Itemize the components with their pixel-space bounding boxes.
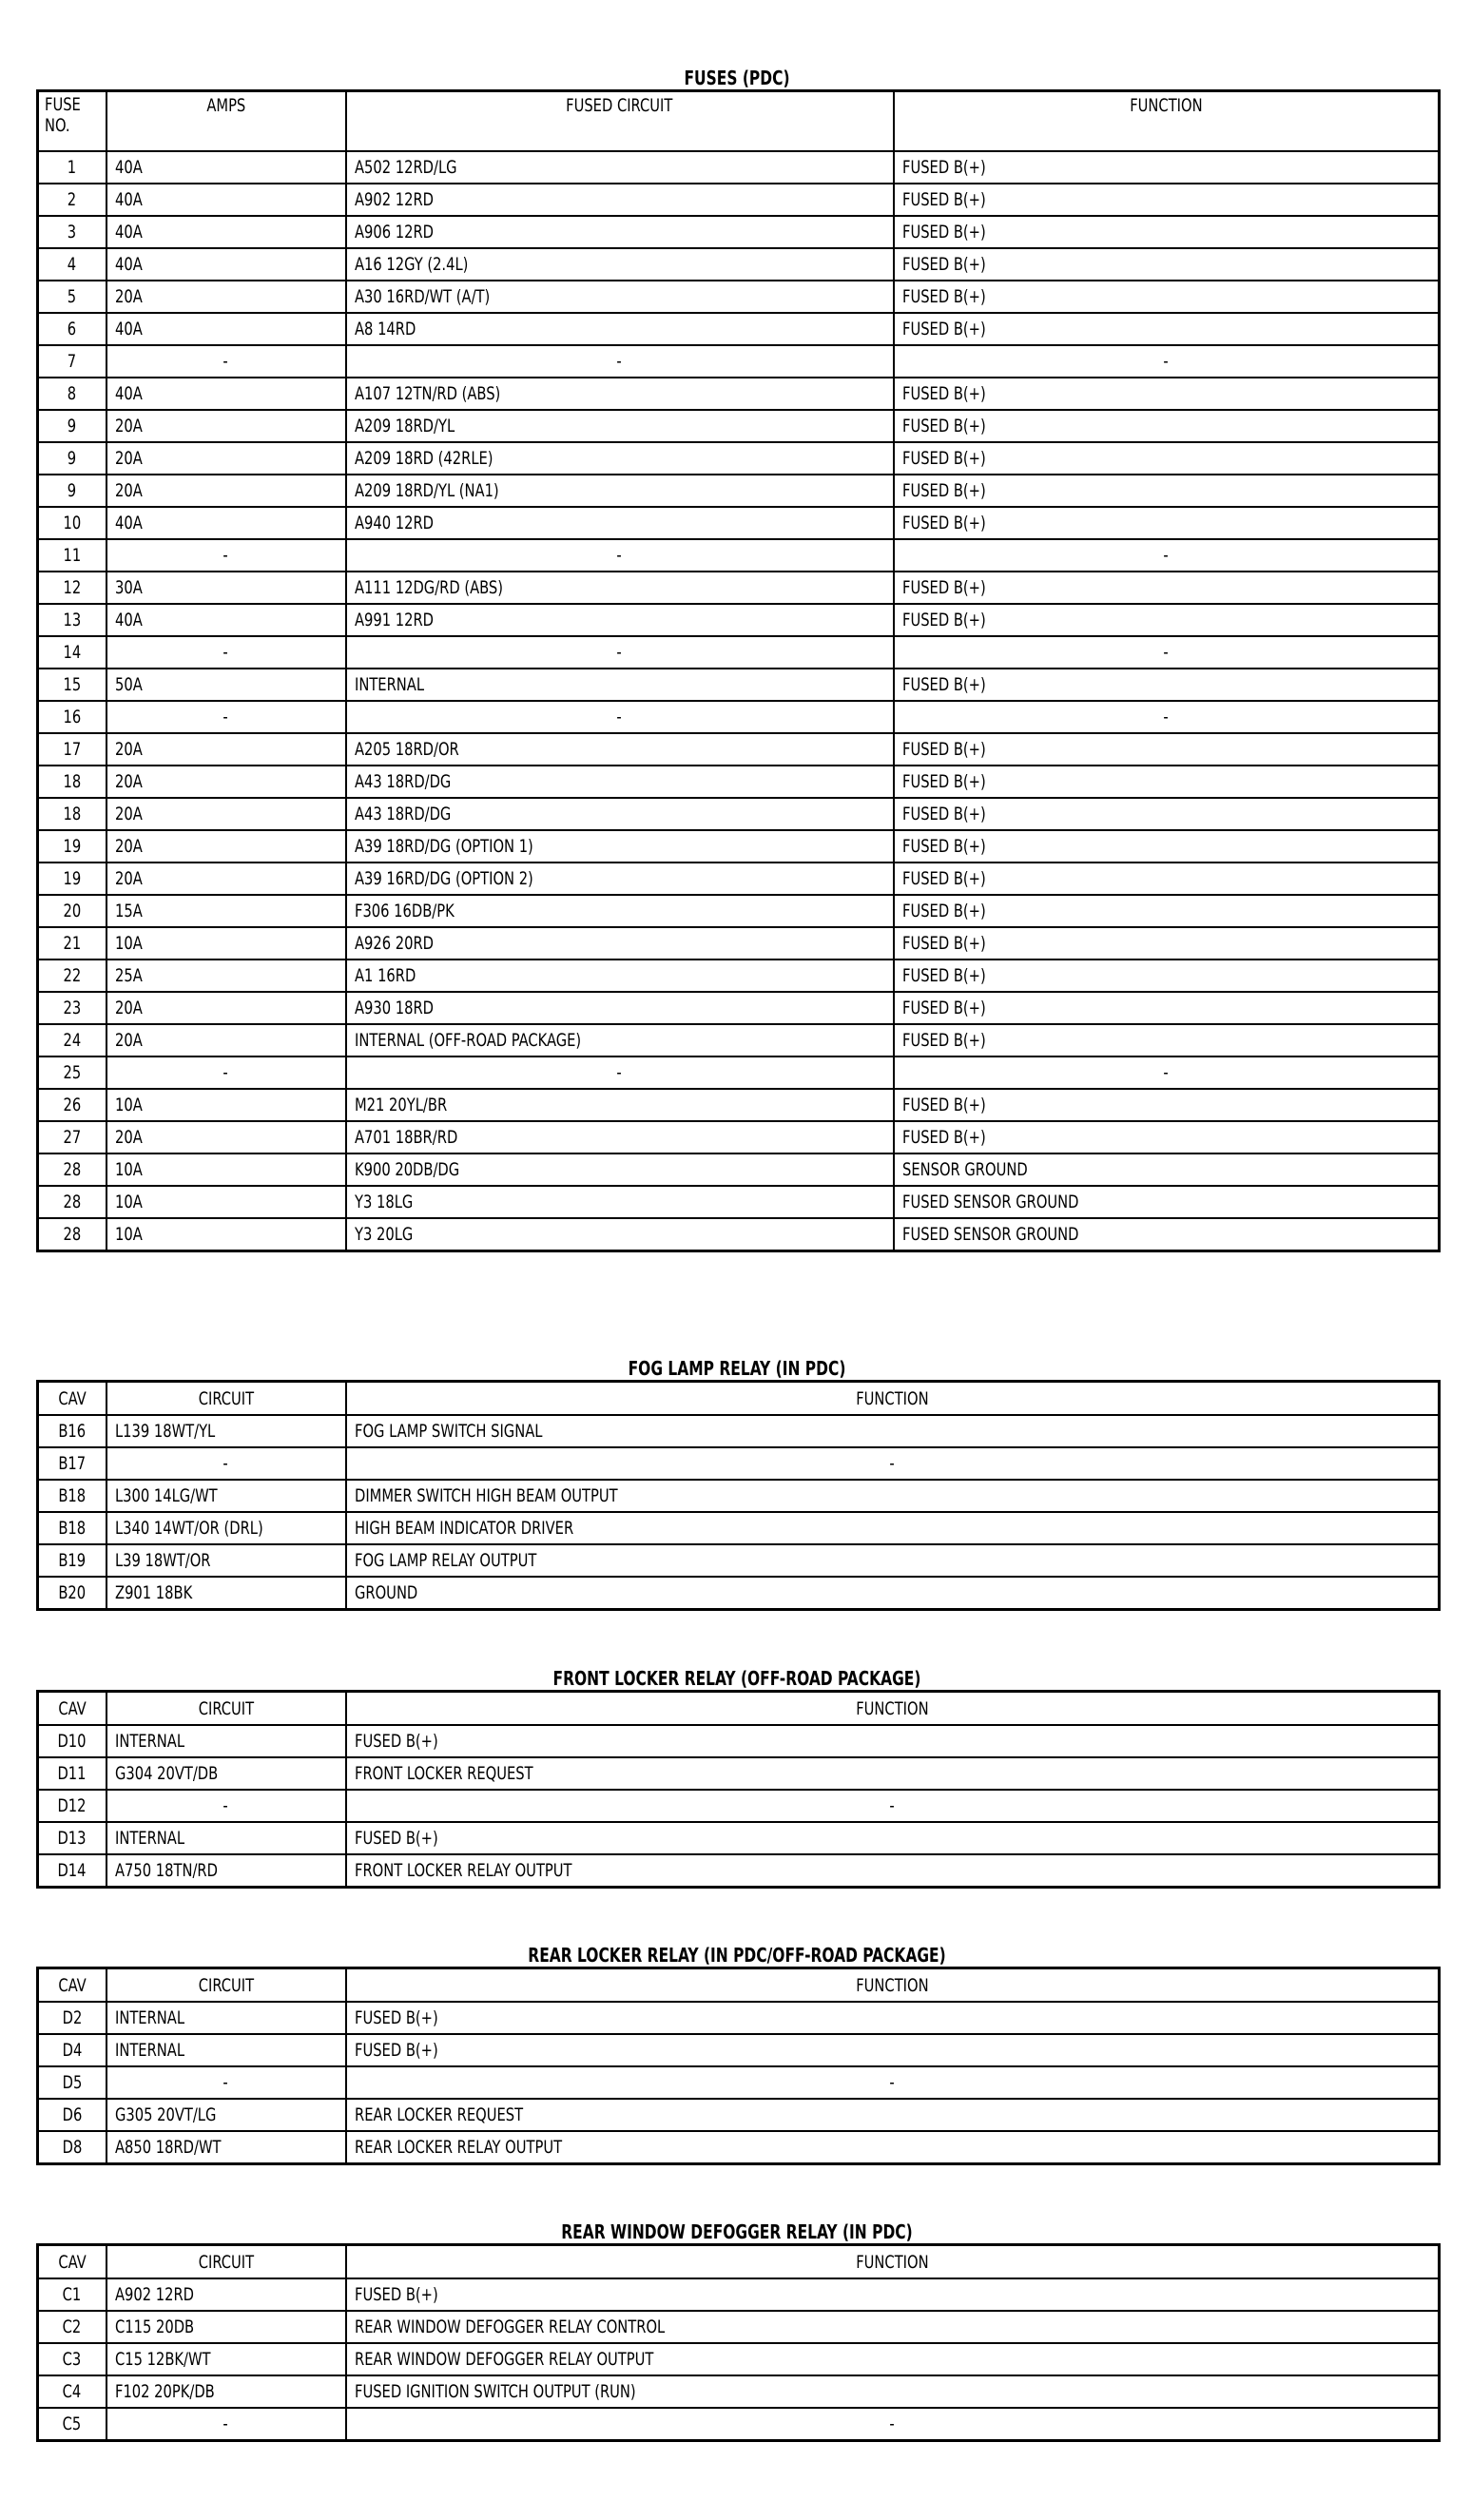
fused-circuit-cell: A16 12GY (2.4L)	[346, 248, 894, 281]
fused-circuit-cell: K900 20DB/DG	[346, 1153, 894, 1186]
table-row	[38, 927, 1440, 960]
circuit-cell: L300 14LG/WT	[106, 1480, 346, 1512]
header-circuit: CIRCUIT	[106, 1692, 346, 1726]
circuit-cell: L139 18WT/YL	[106, 1415, 346, 1447]
function-cell: FOG LAMP SWITCH SIGNAL	[346, 1415, 1440, 1447]
amps-cell: -	[106, 1056, 346, 1089]
fused-circuit-cell: INTERNAL	[346, 669, 894, 701]
table-row	[38, 992, 1440, 1024]
function-cell: GROUND	[346, 1577, 1440, 1610]
table-row	[38, 1415, 1440, 1447]
fuse-no-cell: 24	[38, 1024, 106, 1056]
front-locker-relay-section	[36, 1667, 1438, 1889]
table-row	[38, 2131, 1440, 2164]
circuit-cell: C15 12BK/WT	[106, 2343, 346, 2375]
table-row	[38, 1056, 1440, 1089]
function-cell: FUSED B(+)	[894, 604, 1440, 636]
cav-cell: B19	[38, 1544, 106, 1577]
function-cell: -	[346, 1447, 1440, 1480]
front-locker-relay-header-row	[38, 1692, 1440, 1726]
cav-cell: B16	[38, 1415, 106, 1447]
header-function: FUNCTION	[894, 91, 1440, 152]
fuse-no-cell: 9	[38, 410, 106, 442]
fuse-no-cell: 28	[38, 1218, 106, 1251]
function-cell: FUSED B(+)	[894, 151, 1440, 184]
circuit-cell: A750 18TN/RD	[106, 1854, 346, 1888]
fuse-no-cell: 4	[38, 248, 106, 281]
fused-circuit-cell: A209 18RD/YL (NA1)	[346, 475, 894, 507]
function-cell: FUSED B(+)	[894, 992, 1440, 1024]
table-row	[38, 378, 1440, 410]
function-cell: FRONT LOCKER REQUEST	[346, 1757, 1440, 1790]
header-circuit: CIRCUIT	[106, 2245, 346, 2279]
cav-cell: B17	[38, 1447, 106, 1480]
circuit-cell: -	[106, 2066, 346, 2099]
cav-cell: D5	[38, 2066, 106, 2099]
function-cell: SENSOR GROUND	[894, 1153, 1440, 1186]
amps-cell: 50A	[106, 669, 346, 701]
table-row	[38, 604, 1440, 636]
circuit-cell: INTERNAL	[106, 2034, 346, 2066]
fog-lamp-relay-header-row	[38, 1382, 1440, 1416]
fused-circuit-cell: -	[346, 636, 894, 669]
amps-cell: -	[106, 636, 346, 669]
table-row	[38, 960, 1440, 992]
fuse-no-cell: 2	[38, 184, 106, 216]
fog-lamp-relay-table	[36, 1380, 1441, 1611]
fuse-no-cell: 9	[38, 475, 106, 507]
fused-circuit-cell: M21 20YL/BR	[346, 1089, 894, 1121]
circuit-cell: L340 14WT/OR (DRL)	[106, 1512, 346, 1544]
amps-cell: 30A	[106, 572, 346, 604]
fused-circuit-cell: -	[346, 701, 894, 733]
fused-circuit-cell: A43 18RD/DG	[346, 798, 894, 830]
table-row	[38, 1757, 1440, 1790]
front-locker-relay-body	[38, 1725, 1440, 1888]
table-row	[38, 442, 1440, 475]
table-row	[38, 1822, 1440, 1854]
fused-circuit-cell: A111 12DG/RD (ABS)	[346, 572, 894, 604]
circuit-cell: C115 20DB	[106, 2311, 346, 2343]
fused-circuit-cell: A39 16RD/DG (OPTION 2)	[346, 863, 894, 895]
function-cell: FUSED B(+)	[894, 1024, 1440, 1056]
function-cell: FUSED B(+)	[894, 248, 1440, 281]
table-row	[38, 830, 1440, 863]
cav-cell: D10	[38, 1725, 106, 1757]
table-row	[38, 184, 1440, 216]
function-cell: FUSED IGNITION SWITCH OUTPUT (RUN)	[346, 2375, 1440, 2408]
amps-cell: 20A	[106, 992, 346, 1024]
fused-circuit-cell: A209 18RD (42RLE)	[346, 442, 894, 475]
fuses-header-row	[38, 91, 1440, 152]
rear-locker-relay-header-row	[38, 1968, 1440, 2003]
amps-cell: 20A	[106, 410, 346, 442]
table-row	[38, 863, 1440, 895]
fuse-no-cell: 8	[38, 378, 106, 410]
function-cell: -	[894, 1056, 1440, 1089]
amps-cell: -	[106, 701, 346, 733]
function-cell: FUSED B(+)	[346, 2278, 1440, 2311]
function-cell: FUSED B(+)	[894, 216, 1440, 248]
function-cell: -	[894, 701, 1440, 733]
fog-lamp-relay-section	[36, 1357, 1438, 1611]
table-row	[38, 1218, 1440, 1251]
function-cell: FUSED B(+)	[894, 572, 1440, 604]
function-cell: FUSED B(+)	[346, 1725, 1440, 1757]
table-row	[38, 2278, 1440, 2311]
function-cell: HIGH BEAM INDICATOR DRIVER	[346, 1512, 1440, 1544]
fuses-table	[36, 89, 1441, 1252]
function-cell: REAR WINDOW DEFOGGER RELAY CONTROL	[346, 2311, 1440, 2343]
amps-cell: -	[106, 345, 346, 378]
amps-cell: 40A	[106, 313, 346, 345]
function-cell: FUSED B(+)	[894, 766, 1440, 798]
amps-cell: 40A	[106, 604, 346, 636]
table-row	[38, 2002, 1440, 2034]
table-row	[38, 2375, 1440, 2408]
amps-cell: 15A	[106, 895, 346, 927]
fused-circuit-cell: A209 18RD/YL	[346, 410, 894, 442]
cav-cell: B20	[38, 1577, 106, 1610]
cav-cell: D4	[38, 2034, 106, 2066]
fog-lamp-relay-title: FOG LAMP RELAY (IN PDC)	[628, 1357, 846, 1380]
function-cell: FUSED B(+)	[894, 281, 1440, 313]
circuit-cell: L39 18WT/OR	[106, 1544, 346, 1577]
rear-locker-relay-body	[38, 2002, 1440, 2164]
table-row	[38, 2099, 1440, 2131]
fuse-no-cell: 18	[38, 766, 106, 798]
header-cav: CAV	[38, 1692, 106, 1726]
header-function: FUNCTION	[346, 1382, 1440, 1416]
fuse-no-cell: 27	[38, 1121, 106, 1153]
table-row	[38, 895, 1440, 927]
fused-circuit-cell: A1 16RD	[346, 960, 894, 992]
amps-cell: 40A	[106, 216, 346, 248]
table-row	[38, 572, 1440, 604]
table-row	[38, 507, 1440, 539]
table-row	[38, 345, 1440, 378]
fused-circuit-cell: A39 18RD/DG (OPTION 1)	[346, 830, 894, 863]
amps-cell: 10A	[106, 927, 346, 960]
fuse-no-cell: 19	[38, 863, 106, 895]
header-function: FUNCTION	[346, 1692, 1440, 1726]
function-cell: FUSED B(+)	[894, 733, 1440, 766]
fuse-no-cell: 5	[38, 281, 106, 313]
cav-cell: D12	[38, 1790, 106, 1822]
rear-window-defogger-relay-header-row	[38, 2245, 1440, 2279]
fused-circuit-cell: A906 12RD	[346, 216, 894, 248]
circuit-cell: -	[106, 1447, 346, 1480]
fused-circuit-cell: A107 12TN/RD (ABS)	[346, 378, 894, 410]
function-cell: FUSED B(+)	[894, 927, 1440, 960]
table-row	[38, 1024, 1440, 1056]
table-row	[38, 798, 1440, 830]
function-cell: FUSED B(+)	[894, 313, 1440, 345]
fused-circuit-cell: A701 18BR/RD	[346, 1121, 894, 1153]
fused-circuit-cell: Y3 20LG	[346, 1218, 894, 1251]
function-cell: DIMMER SWITCH HIGH BEAM OUTPUT	[346, 1480, 1440, 1512]
rear-window-defogger-relay-table	[36, 2243, 1441, 2442]
cav-cell: C1	[38, 2278, 106, 2311]
cav-cell: C5	[38, 2408, 106, 2441]
fuse-no-cell: 1	[38, 151, 106, 184]
fused-circuit-cell: A205 18RD/OR	[346, 733, 894, 766]
circuit-cell: INTERNAL	[106, 1822, 346, 1854]
function-cell: FUSED B(+)	[894, 1089, 1440, 1121]
fused-circuit-cell: A940 12RD	[346, 507, 894, 539]
fused-circuit-cell: A926 20RD	[346, 927, 894, 960]
table-row	[38, 410, 1440, 442]
fuse-no-cell: 13	[38, 604, 106, 636]
header-circuit: CIRCUIT	[106, 1968, 346, 2003]
amps-cell: 20A	[106, 1024, 346, 1056]
function-cell: FUSED SENSOR GROUND	[894, 1186, 1440, 1218]
table-row	[38, 475, 1440, 507]
fused-circuit-cell: A902 12RD	[346, 184, 894, 216]
table-row	[38, 216, 1440, 248]
function-cell: FOG LAMP RELAY OUTPUT	[346, 1544, 1440, 1577]
function-cell: FUSED SENSOR GROUND	[894, 1218, 1440, 1251]
cav-cell: D14	[38, 1854, 106, 1888]
header-cav: CAV	[38, 1968, 106, 2003]
circuit-cell: G305 20VT/LG	[106, 2099, 346, 2131]
amps-cell: 20A	[106, 830, 346, 863]
function-cell: FUSED B(+)	[894, 507, 1440, 539]
function-cell: FUSED B(+)	[346, 2034, 1440, 2066]
fused-circuit-cell: -	[346, 345, 894, 378]
function-cell: FUSED B(+)	[894, 863, 1440, 895]
circuit-cell: A850 18RD/WT	[106, 2131, 346, 2164]
table-row	[38, 2034, 1440, 2066]
table-row	[38, 1854, 1440, 1888]
fuse-no-cell: 16	[38, 701, 106, 733]
fuse-no-cell: 10	[38, 507, 106, 539]
circuit-cell: INTERNAL	[106, 2002, 346, 2034]
function-cell: FUSED B(+)	[346, 1822, 1440, 1854]
function-cell: REAR LOCKER REQUEST	[346, 2099, 1440, 2131]
front-locker-relay-title: FRONT LOCKER RELAY (OFF-ROAD PACKAGE)	[552, 1667, 921, 1690]
function-cell: FUSED B(+)	[894, 669, 1440, 701]
amps-cell: 40A	[106, 151, 346, 184]
function-cell: -	[346, 1790, 1440, 1822]
amps-cell: -	[106, 539, 346, 572]
table-row	[38, 1725, 1440, 1757]
table-row	[38, 1186, 1440, 1218]
amps-cell: 25A	[106, 960, 346, 992]
cav-cell: D6	[38, 2099, 106, 2131]
table-row	[38, 2066, 1440, 2099]
amps-cell: 20A	[106, 766, 346, 798]
header-cav: CAV	[38, 2245, 106, 2279]
cav-cell: B18	[38, 1480, 106, 1512]
fused-circuit-cell: -	[346, 539, 894, 572]
fuse-no-cell: 23	[38, 992, 106, 1024]
cav-cell: C4	[38, 2375, 106, 2408]
function-cell: -	[894, 345, 1440, 378]
function-cell: FUSED B(+)	[894, 830, 1440, 863]
table-row	[38, 539, 1440, 572]
fuse-no-cell: 7	[38, 345, 106, 378]
fuse-no-cell: 11	[38, 539, 106, 572]
fused-circuit-cell: F306 16DB/PK	[346, 895, 894, 927]
amps-cell: 20A	[106, 442, 346, 475]
header-fused-circuit: FUSED CIRCUIT	[346, 91, 894, 152]
fused-circuit-cell: A991 12RD	[346, 604, 894, 636]
table-row	[38, 281, 1440, 313]
cav-cell: C2	[38, 2311, 106, 2343]
table-row	[38, 1447, 1440, 1480]
front-locker-relay-table	[36, 1690, 1441, 1889]
fuse-no-cell: 20	[38, 895, 106, 927]
fused-circuit-cell: Y3 18LG	[346, 1186, 894, 1218]
rear-window-defogger-relay-body	[38, 2278, 1440, 2441]
amps-cell: 20A	[106, 475, 346, 507]
cav-cell: D8	[38, 2131, 106, 2164]
rear-locker-relay-title: REAR LOCKER RELAY (IN PDC/OFF-ROAD PACKAGE)	[528, 1944, 946, 1967]
fuse-no-cell: 12	[38, 572, 106, 604]
fused-circuit-cell: A30 16RD/WT (A/T)	[346, 281, 894, 313]
fuses-body	[38, 151, 1440, 1251]
fused-circuit-cell: -	[346, 1056, 894, 1089]
fuse-no-cell: 15	[38, 669, 106, 701]
table-row	[38, 1153, 1440, 1186]
function-cell: -	[346, 2066, 1440, 2099]
header-cav: CAV	[38, 1382, 106, 1416]
function-cell: FUSED B(+)	[894, 410, 1440, 442]
amps-cell: 20A	[106, 1121, 346, 1153]
table-row	[38, 1512, 1440, 1544]
fused-circuit-cell: INTERNAL (OFF-ROAD PACKAGE)	[346, 1024, 894, 1056]
function-cell: REAR WINDOW DEFOGGER RELAY OUTPUT	[346, 2343, 1440, 2375]
fuse-no-cell: 28	[38, 1186, 106, 1218]
fuse-no-cell: 3	[38, 216, 106, 248]
amps-cell: 40A	[106, 248, 346, 281]
amps-cell: 20A	[106, 281, 346, 313]
table-row	[38, 248, 1440, 281]
header-circuit: CIRCUIT	[106, 1382, 346, 1416]
table-row	[38, 733, 1440, 766]
cav-cell: B18	[38, 1512, 106, 1544]
circuit-cell: A902 12RD	[106, 2278, 346, 2311]
cav-cell: D11	[38, 1757, 106, 1790]
table-row	[38, 766, 1440, 798]
fuse-no-cell: 17	[38, 733, 106, 766]
function-cell: FUSED B(+)	[894, 798, 1440, 830]
fuse-no-cell: 28	[38, 1153, 106, 1186]
amps-cell: 10A	[106, 1186, 346, 1218]
table-row	[38, 1089, 1440, 1121]
fused-circuit-cell: A502 12RD/LG	[346, 151, 894, 184]
function-cell: -	[346, 2408, 1440, 2441]
header-function: FUNCTION	[346, 1968, 1440, 2003]
rear-locker-relay-table	[36, 1967, 1441, 2165]
circuit-cell: F102 20PK/DB	[106, 2375, 346, 2408]
circuit-cell: -	[106, 2408, 346, 2441]
function-cell: FUSED B(+)	[894, 1121, 1440, 1153]
fused-circuit-cell: A930 18RD	[346, 992, 894, 1024]
rear-window-defogger-relay-title: REAR WINDOW DEFOGGER RELAY (IN PDC)	[561, 2220, 913, 2243]
table-row	[38, 2343, 1440, 2375]
amps-cell: 10A	[106, 1089, 346, 1121]
circuit-cell: -	[106, 1790, 346, 1822]
amps-cell: 20A	[106, 798, 346, 830]
fog-lamp-relay-body	[38, 1415, 1440, 1610]
table-row	[38, 1480, 1440, 1512]
header-function: FUNCTION	[346, 2245, 1440, 2279]
table-row	[38, 669, 1440, 701]
table-row	[38, 1790, 1440, 1822]
table-row	[38, 2311, 1440, 2343]
function-cell: -	[894, 539, 1440, 572]
table-row	[38, 701, 1440, 733]
rear-window-defogger-relay-section	[36, 2220, 1438, 2442]
table-row	[38, 1544, 1440, 1577]
function-cell: FUSED B(+)	[894, 378, 1440, 410]
header-amps: AMPS	[106, 91, 346, 152]
function-cell: -	[894, 636, 1440, 669]
cav-cell: D2	[38, 2002, 106, 2034]
table-row	[38, 1121, 1440, 1153]
table-row	[38, 313, 1440, 345]
fused-circuit-cell: A8 14RD	[346, 313, 894, 345]
cav-cell: D13	[38, 1822, 106, 1854]
circuit-cell: Z901 18BK	[106, 1577, 346, 1610]
function-cell: FUSED B(+)	[346, 2002, 1440, 2034]
fuses-section	[36, 67, 1438, 1252]
amps-cell: 20A	[106, 733, 346, 766]
cav-cell: C3	[38, 2343, 106, 2375]
table-row	[38, 1577, 1440, 1610]
fuses-title: FUSES (PDC)	[684, 67, 790, 89]
function-cell: FUSED B(+)	[894, 960, 1440, 992]
function-cell: FRONT LOCKER RELAY OUTPUT	[346, 1854, 1440, 1888]
table-row	[38, 636, 1440, 669]
function-cell: FUSED B(+)	[894, 895, 1440, 927]
table-row	[38, 2408, 1440, 2441]
table-row	[38, 151, 1440, 184]
function-cell: FUSED B(+)	[894, 442, 1440, 475]
fuse-no-cell: 18	[38, 798, 106, 830]
fuse-no-cell: 6	[38, 313, 106, 345]
fused-circuit-cell: A43 18RD/DG	[346, 766, 894, 798]
amps-cell: 10A	[106, 1218, 346, 1251]
function-cell: FUSED B(+)	[894, 184, 1440, 216]
amps-cell: 10A	[106, 1153, 346, 1186]
fuse-no-cell: 25	[38, 1056, 106, 1089]
fuse-no-cell: 19	[38, 830, 106, 863]
function-cell: REAR LOCKER RELAY OUTPUT	[346, 2131, 1440, 2164]
fuse-no-cell: 21	[38, 927, 106, 960]
amps-cell: 40A	[106, 184, 346, 216]
amps-cell: 20A	[106, 863, 346, 895]
function-cell: FUSED B(+)	[894, 475, 1440, 507]
fuse-no-cell: 14	[38, 636, 106, 669]
fuse-no-cell: 9	[38, 442, 106, 475]
circuit-cell: G304 20VT/DB	[106, 1757, 346, 1790]
amps-cell: 40A	[106, 507, 346, 539]
fuse-no-cell: 26	[38, 1089, 106, 1121]
rear-locker-relay-section	[36, 1944, 1438, 2165]
circuit-cell: INTERNAL	[106, 1725, 346, 1757]
header-fuse-no: FUSE NO.	[38, 91, 106, 152]
amps-cell: 40A	[106, 378, 346, 410]
fuse-no-cell: 22	[38, 960, 106, 992]
